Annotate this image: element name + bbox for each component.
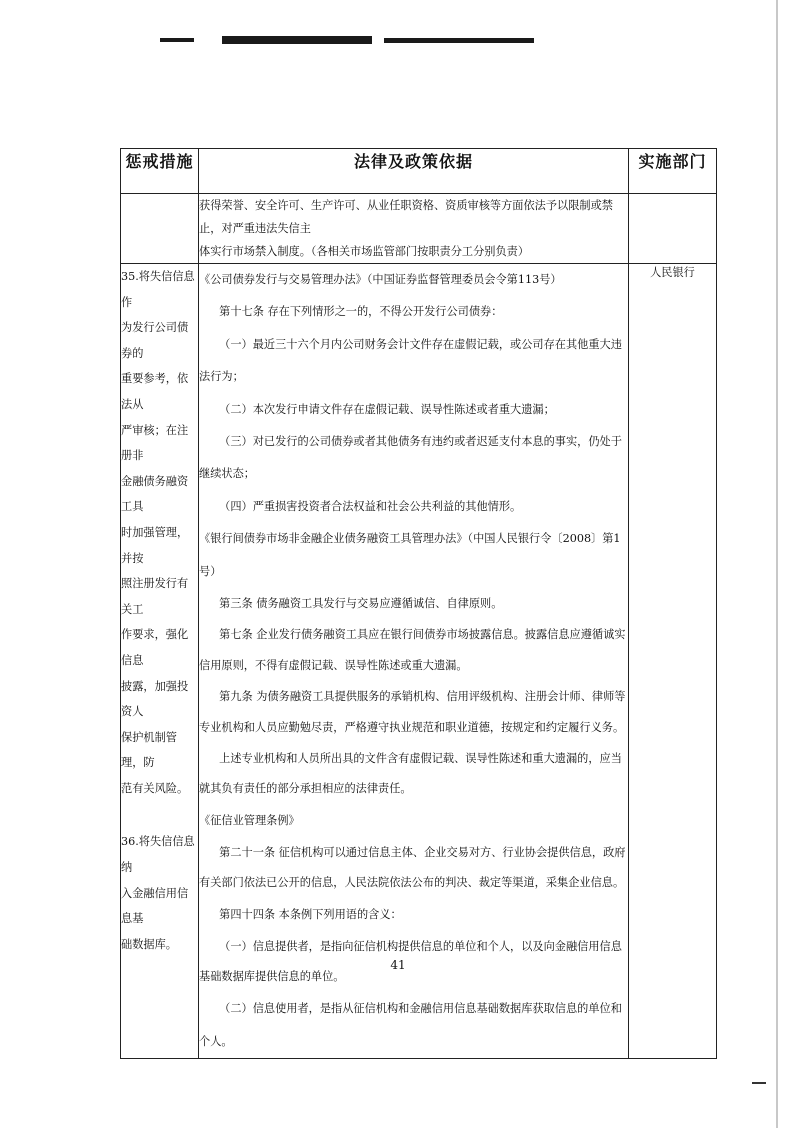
header-measure: 惩戒措施 (121, 149, 199, 194)
measure-line: 金融债务融资工具 (121, 474, 189, 514)
basis-paragraph: 上述专业机构和人员所出具的文件含有虚假记载、误导性陈述和重大遗漏的，应当就其负有责任的部分承担相应的法律责任。 (199, 751, 622, 796)
continuation-row (121, 194, 717, 264)
measure-line: 为发行公司债券的 (121, 321, 189, 360)
header-basis: 法律及政策依据 (199, 149, 629, 194)
basis-paragraph: 第三条 债务融资工具发行与交易应遵循诚信、自律原则。 (219, 597, 503, 611)
basis-paragraph: 第七条 企业发行债务融资工具应在银行间债券市场披露信息。披露信息应遵循诚实信用原则，不得有虚假记载、误导性陈述或重大遗漏。 (199, 628, 626, 673)
measure-line: 入金融信用信息基 (121, 886, 189, 926)
measure-line: 严审核；在注册非 (121, 423, 189, 463)
department-cell (629, 264, 717, 1059)
measure-line: 披露，加强投资人 (121, 679, 189, 719)
page-number: 41 (390, 958, 406, 972)
policy-table (120, 148, 717, 1059)
basis-paragraph: （四）严重损害投资者合法权益和社会公共利益的其他情形。 (219, 499, 522, 513)
header-row (121, 149, 717, 194)
measure-line: 范有关风险。 (121, 781, 189, 795)
scan-artifact (384, 38, 534, 43)
measure-line: 作要求，强化信息 (121, 628, 189, 667)
measure-line: 时加强管理，并按 (121, 525, 189, 565)
measure-line: 35.将失信信息作 (121, 270, 195, 309)
basis-paragraph: （一）信息提供者，是指向征信机构提供信息的单位和个人，以及向金融信用信息基础数据库提供信息的单位。 (199, 939, 622, 984)
continuation-basis-cell (199, 194, 629, 264)
continuation-line: 体实行市场禁入制度。（各相关市场监管部门按职责分工分别负责） (199, 245, 530, 258)
main-row (121, 264, 717, 1059)
measure-line: 保护机制管理，防 (121, 730, 177, 770)
basis-paragraph: （二）信息使用者，是指从征信机构和金融信用信息基础数据库获取信息的单位和个人。 (199, 1002, 622, 1048)
measure-line: 础数据库。 (121, 937, 177, 951)
basis-paragraph: （二）本次发行申请文件存在虚假记载、误导性陈述或者重大遗漏； (219, 402, 555, 416)
scan-artifact (222, 36, 372, 44)
basis-paragraph: （三）对已发行的公司债券或者其他债务有违约或者迟延支付本息的事实，仍处于继续状态； (199, 435, 622, 481)
header-department: 实施部门 (629, 149, 717, 194)
basis-paragraph: 第九条 为债务融资工具提供服务的承销机构、信用评级机构、注册会计师、律师等专业机构和人员应勤勉尽责，严格遵守执业规范和职业道德，按规定和约定履行义务。 (199, 690, 626, 734)
basis-paragraph: 《征信业管理条例》 (199, 814, 300, 828)
continuation-measure-cell (121, 194, 199, 264)
continuation-line: 获得荣誉、安全许可、生产许可、从业任职资格、资质审核等方面依法予以限制或禁止，对严重违法失信主 (199, 199, 613, 235)
measure-line: 照注册发行有关工 (121, 577, 189, 616)
basis-paragraph: 第十七条 存在下列情形之一的，不得公开发行公司债券： (219, 305, 503, 319)
basis-paragraph: （一）最近三十六个月内公司财务会计文件存在虚假记载，或公司存在其他重大违法行为； (199, 337, 622, 384)
continuation-department-cell (629, 194, 717, 264)
measure-line: 重要参考，依法从 (121, 372, 189, 411)
measure-item-36 (121, 829, 198, 957)
basis-paragraph: 第四十四条 本条例下列用语的含义： (219, 908, 402, 922)
basis-paragraph: 《公司债券发行与交易管理办法》（中国证券监督管理委员会令第113号） (199, 273, 562, 286)
basis-paragraph: 第二十一条 征信机构可以通过信息主体、企业交易对方、行业协会提供信息，政府有关部门依法已公开的信息，人民法院依法公布的判决、裁定等渠道，采集企业信息。 (199, 845, 626, 890)
basis-paragraph: 《银行间债券市场非金融企业债务融资工具管理办法》（中国人民银行令〔2008〕第1号） (199, 532, 621, 578)
measure-cell (121, 264, 199, 1059)
department-name: 人民银行 (650, 266, 695, 279)
measure-item-35 (121, 264, 198, 801)
scan-artifact (752, 1082, 766, 1084)
scan-artifact (160, 38, 194, 42)
basis-cell (199, 264, 629, 1059)
measure-line: 36.将失信信息纳 (121, 835, 195, 875)
